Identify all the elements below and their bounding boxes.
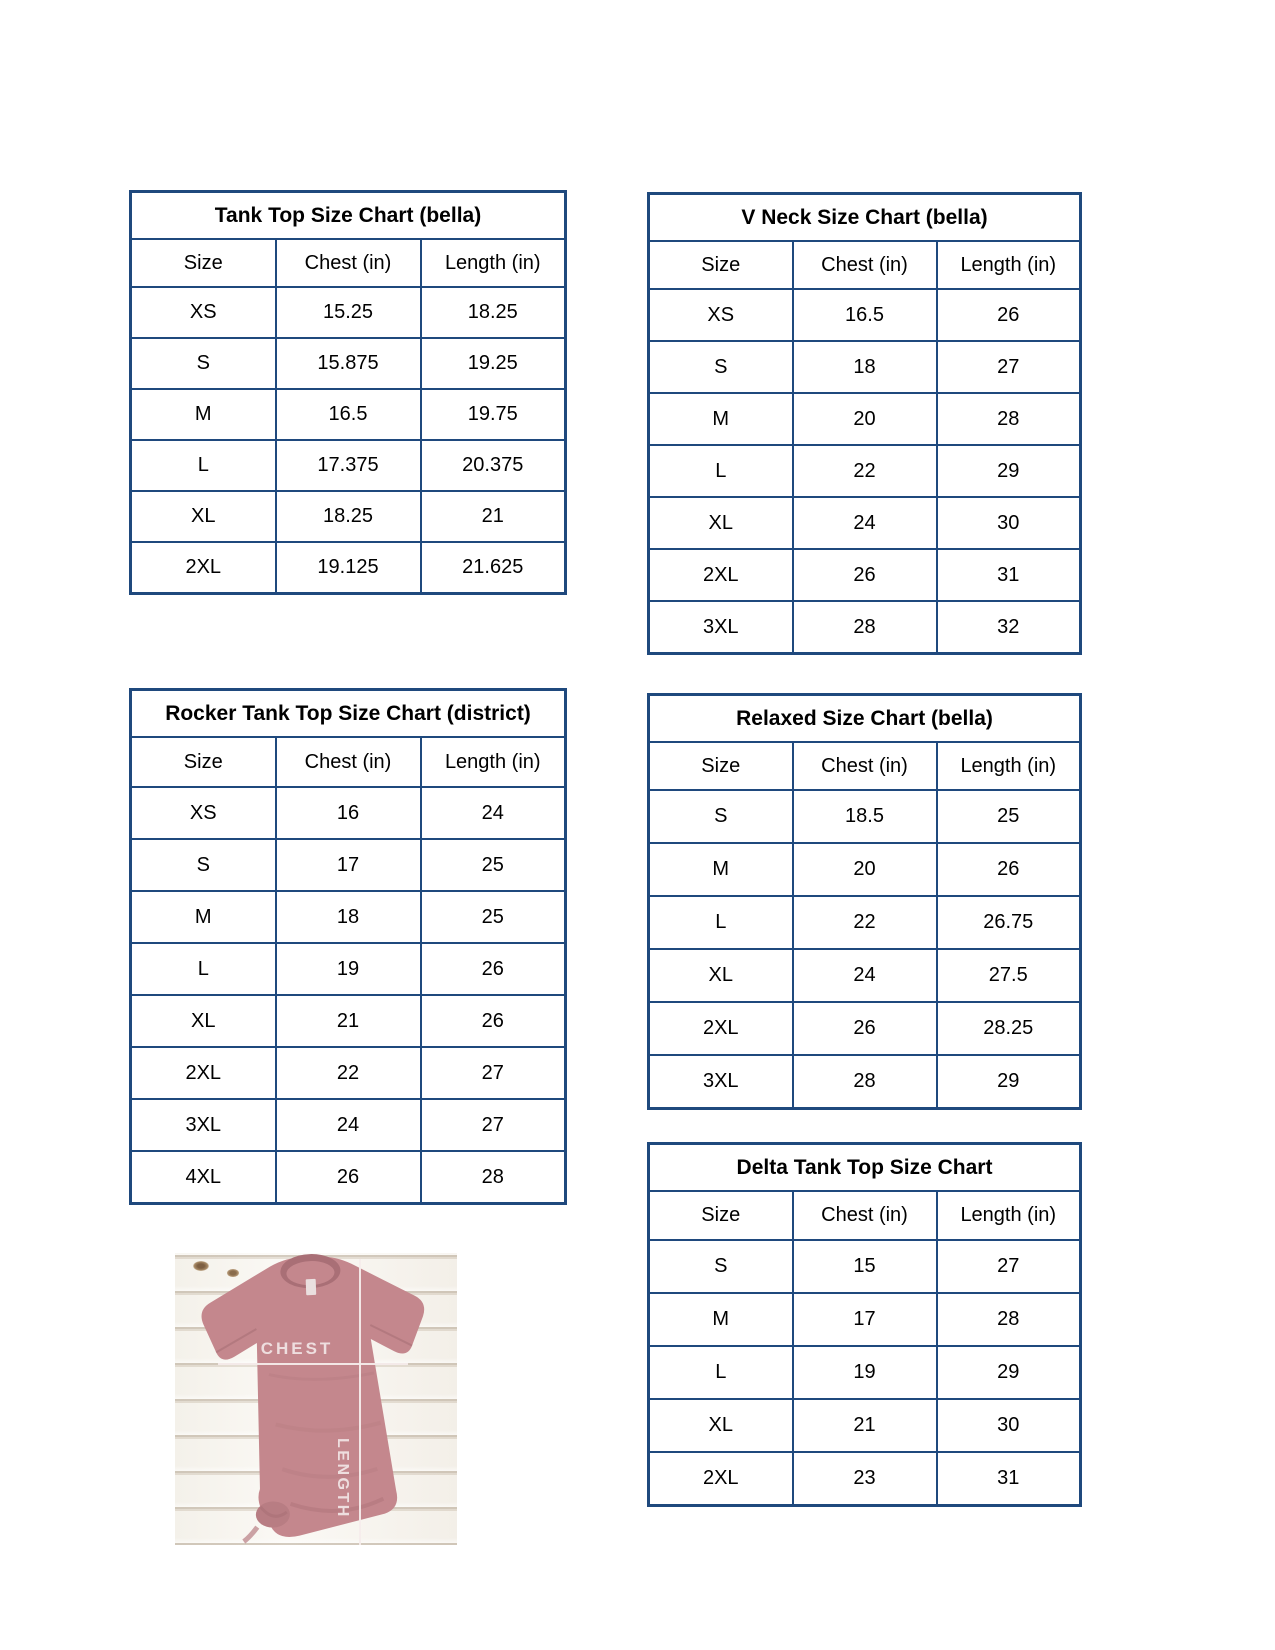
table-row: [131, 787, 566, 839]
table-title-row: [649, 1144, 1081, 1192]
size-cell: 22: [276, 1047, 421, 1099]
size-cell: 29: [937, 1055, 1081, 1109]
tshirt-illustration: [175, 1253, 457, 1545]
size-cell: 18.25: [276, 491, 421, 542]
table-row: [649, 289, 1081, 341]
size-cell: 21: [276, 995, 421, 1047]
table-title-row: [649, 194, 1081, 242]
size-cell: L: [649, 896, 793, 949]
size-cell: 21: [421, 491, 566, 542]
size-cell: 27: [937, 341, 1081, 393]
size-cell: 15.25: [276, 287, 421, 338]
size-cell: 29: [937, 445, 1081, 497]
size-cell: 18: [793, 341, 937, 393]
column-header-size: Size: [131, 239, 276, 287]
size-cell: M: [649, 1293, 793, 1346]
table-title-row: [649, 695, 1081, 743]
size-cell: 15: [793, 1240, 937, 1293]
size-cell: 3XL: [649, 601, 793, 654]
table-row: [649, 1055, 1081, 1109]
table-row: [131, 995, 566, 1047]
size-cell: 17.375: [276, 440, 421, 491]
size-cell: 18.5: [793, 790, 937, 843]
size-cell: 19.125: [276, 542, 421, 594]
size-cell: 2XL: [131, 1047, 276, 1099]
table-title: V Neck Size Chart (bella): [649, 194, 1081, 242]
size-cell: M: [131, 389, 276, 440]
column-header-length: Length (in): [421, 737, 566, 787]
size-cell: 3XL: [649, 1055, 793, 1109]
column-header-length: Length (in): [421, 239, 566, 287]
size-cell: 2XL: [649, 1452, 793, 1506]
table-row: [649, 949, 1081, 1002]
table-row: [649, 497, 1081, 549]
v-neck-size-chart-table: [647, 192, 1082, 655]
table-header-row: [649, 742, 1081, 790]
size-cell: 2XL: [649, 549, 793, 601]
table-title: Tank Top Size Chart (bella): [131, 192, 566, 240]
table-header-row: [131, 737, 566, 787]
size-cell: 19: [276, 943, 421, 995]
size-cell: XL: [131, 995, 276, 1047]
length-measurement-line: [359, 1259, 361, 1545]
size-cell: 19: [793, 1346, 937, 1399]
size-cell: 25: [937, 790, 1081, 843]
tshirt-measurement-photo: [175, 1253, 457, 1545]
size-cell: 20: [793, 393, 937, 445]
table-row: [131, 1151, 566, 1204]
size-cell: 21: [793, 1399, 937, 1452]
size-cell: 18: [276, 891, 421, 943]
size-cell: 26: [937, 843, 1081, 896]
rocker-tank-top-size-chart-table: [129, 688, 567, 1205]
size-cell: 24: [793, 949, 937, 1002]
size-cell: 18.25: [421, 287, 566, 338]
size-cell: 28: [421, 1151, 566, 1204]
size-cell: 26: [276, 1151, 421, 1204]
column-header-chest: Chest (in): [793, 742, 937, 790]
size-cell: XL: [649, 949, 793, 1002]
size-cell: 20.375: [421, 440, 566, 491]
table-row: [649, 790, 1081, 843]
size-cell: 32: [937, 601, 1081, 654]
size-cell: 28: [793, 1055, 937, 1109]
size-cell: 25: [421, 891, 566, 943]
size-cell: 20: [793, 843, 937, 896]
tank-top-size-chart-table: [129, 190, 567, 595]
size-cell: L: [131, 943, 276, 995]
table-row: [131, 542, 566, 594]
table-row: [649, 549, 1081, 601]
size-cell: 17: [793, 1293, 937, 1346]
column-header-length: Length (in): [937, 1191, 1081, 1240]
size-cell: 30: [937, 497, 1081, 549]
size-cell: 29: [937, 1346, 1081, 1399]
size-cell: 28: [937, 1293, 1081, 1346]
table-row: [649, 601, 1081, 654]
table-row: [131, 287, 566, 338]
size-cell: S: [649, 790, 793, 843]
size-cell: XS: [131, 787, 276, 839]
size-cell: 22: [793, 896, 937, 949]
size-cell: 28: [937, 393, 1081, 445]
length-label: LENGTH: [334, 1437, 351, 1519]
size-cell: 16.5: [276, 389, 421, 440]
table-row: [649, 1293, 1081, 1346]
size-cell: M: [649, 843, 793, 896]
table-row: [649, 1399, 1081, 1452]
size-cell: 23: [793, 1452, 937, 1506]
table-row: [131, 943, 566, 995]
size-cell: 17: [276, 839, 421, 891]
size-cell: L: [131, 440, 276, 491]
column-header-size: Size: [649, 241, 793, 289]
size-cell: 26: [421, 995, 566, 1047]
size-cell: 26: [421, 943, 566, 995]
size-cell: 25: [421, 839, 566, 891]
size-cell: 24: [421, 787, 566, 839]
table-row: [649, 445, 1081, 497]
size-cell: 31: [937, 549, 1081, 601]
table-header-row: [131, 239, 566, 287]
column-header-size: Size: [649, 742, 793, 790]
size-cell: S: [131, 338, 276, 389]
column-header-size: Size: [649, 1191, 793, 1240]
size-cell: 16: [276, 787, 421, 839]
column-header-chest: Chest (in): [276, 737, 421, 787]
size-cell: 27: [937, 1240, 1081, 1293]
size-cell: 19.25: [421, 338, 566, 389]
table-title: Rocker Tank Top Size Chart (district): [131, 690, 566, 738]
table-row: [131, 338, 566, 389]
table-title-row: [131, 690, 566, 738]
size-cell: 16.5: [793, 289, 937, 341]
column-header-chest: Chest (in): [793, 241, 937, 289]
size-cell: M: [131, 891, 276, 943]
table-header-row: [649, 1191, 1081, 1240]
relaxed-size-chart-table: [647, 693, 1082, 1110]
size-cell: 24: [276, 1099, 421, 1151]
size-cell: 26.75: [937, 896, 1081, 949]
size-cell: S: [649, 1240, 793, 1293]
size-cell: L: [649, 1346, 793, 1399]
delta-tank-top-size-chart-table: [647, 1142, 1082, 1507]
column-header-chest: Chest (in): [276, 239, 421, 287]
table-header-row: [649, 241, 1081, 289]
size-cell: 28: [793, 601, 937, 654]
size-cell: 28.25: [937, 1002, 1081, 1055]
table-row: [649, 1346, 1081, 1399]
table-title: Delta Tank Top Size Chart: [649, 1144, 1081, 1192]
size-cell: 26: [793, 549, 937, 601]
table-row: [649, 843, 1081, 896]
table-row: [649, 896, 1081, 949]
size-cell: 31: [937, 1452, 1081, 1506]
table-row: [131, 1099, 566, 1151]
size-cell: 26: [937, 289, 1081, 341]
size-cell: 2XL: [649, 1002, 793, 1055]
size-cell: XL: [649, 1399, 793, 1452]
size-cell: S: [649, 341, 793, 393]
column-header-length: Length (in): [937, 241, 1081, 289]
chest-label: CHEST: [260, 1339, 334, 1358]
table-row: [649, 393, 1081, 445]
size-cell: 27.5: [937, 949, 1081, 1002]
table-title: Relaxed Size Chart (bella): [649, 695, 1081, 743]
size-cell: 26: [793, 1002, 937, 1055]
size-cell: XL: [649, 497, 793, 549]
table-row: [649, 1002, 1081, 1055]
size-cell: XL: [131, 491, 276, 542]
size-cell: 3XL: [131, 1099, 276, 1151]
table-row: [131, 1047, 566, 1099]
size-cell: 15.875: [276, 338, 421, 389]
size-cell: XS: [131, 287, 276, 338]
table-row: [131, 440, 566, 491]
table-row: [649, 1452, 1081, 1506]
size-cell: 22: [793, 445, 937, 497]
table-row: [649, 1240, 1081, 1293]
size-cell: 21.625: [421, 542, 566, 594]
size-cell: XS: [649, 289, 793, 341]
size-cell: 4XL: [131, 1151, 276, 1204]
chest-measurement-line: [218, 1363, 408, 1365]
column-header-length: Length (in): [937, 742, 1081, 790]
size-cell: S: [131, 839, 276, 891]
size-cell: 24: [793, 497, 937, 549]
size-cell: M: [649, 393, 793, 445]
table-row: [131, 491, 566, 542]
size-cell: 27: [421, 1099, 566, 1151]
table-row: [131, 839, 566, 891]
size-cell: 30: [937, 1399, 1081, 1452]
column-header-chest: Chest (in): [793, 1191, 937, 1240]
table-row: [131, 389, 566, 440]
size-cell: 2XL: [131, 542, 276, 594]
table-title-row: [131, 192, 566, 240]
table-row: [131, 891, 566, 943]
size-cell: L: [649, 445, 793, 497]
table-row: [649, 341, 1081, 393]
size-cell: 27: [421, 1047, 566, 1099]
size-cell: 19.75: [421, 389, 566, 440]
column-header-size: Size: [131, 737, 276, 787]
